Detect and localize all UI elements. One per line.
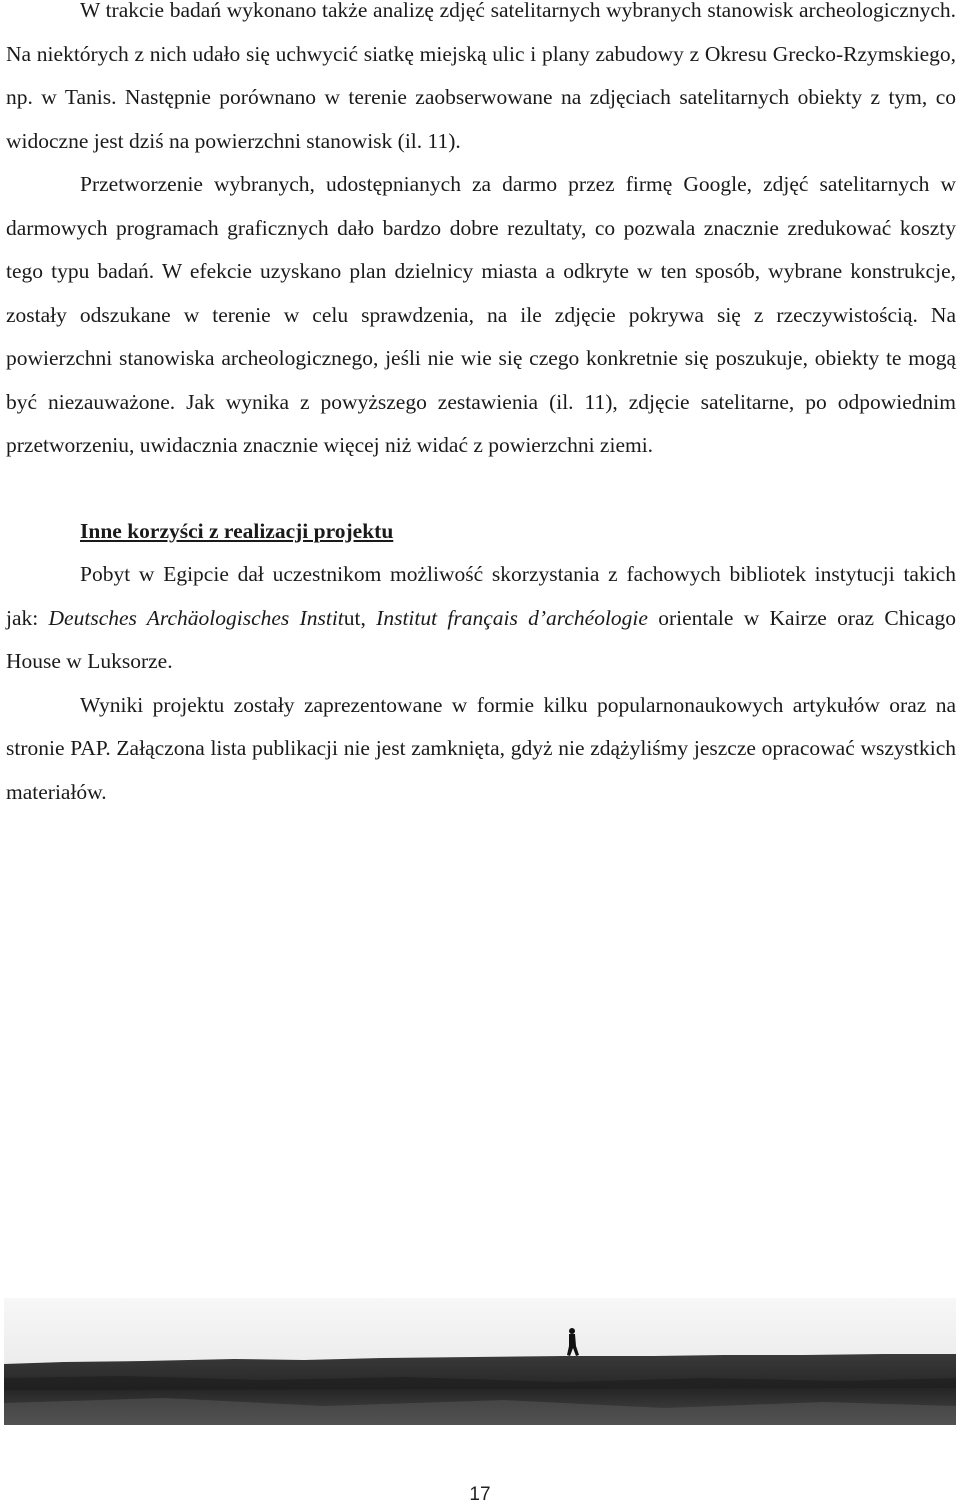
paragraph-satellite-analysis: W trakcie badań wykonano także analizę zdjęć satelitarnych wybranych stanowisk archeologicznych. Na niektórych z nich udało się uchwycić siatkę miejską ulic i plany zabudowy z Okresu Grecko-Rzymskiego, np. w Tanis. Następnie porównano w terenie zaobserwowane na zdjęciach satelitarnych obiekty z tym, co widoczne jest dziś na powierzchni stanowisk (il. 11). [6,0,956,153]
document-page [6,0,956,814]
institution-2-name: Institut français d’archéologie [376,605,648,630]
section-heading: Inne korzyści z realizacji projektu [80,518,394,543]
page-number: 17 [469,1484,491,1505]
text-after: orientale w Kairze oraz Chicago House w Luksorze. [6,605,957,673]
text-before: Pobyt w Egipcie dał uczestnikom możliwość skorzystania z fachowych bibliotek instytucji takich jak: [6,562,956,630]
institution-1-name: Deutsches Archäologisches Instit [48,605,344,630]
institution-1-rest: ut [343,605,361,630]
paragraph-institutions [6,553,956,684]
paragraph-results: Wyniki projektu zostały zaprezentowane w formie kilku popularnonaukowych artykułów oraz na stronie PAP. Załączona lista publikacji nie jest zamknięta, gdyż nie zdążyliśmy jeszcze opracować wszystkich materiałów. [6,692,956,804]
paragraph-image-processing: Przetworzenie wybranych, udostępnianych za darmo przez firmę Google, zdjęć satelitarnych w darmowych programach graficznych dało bardzo dobre rezultaty, co pozwala znacznie zredukować koszty tego typu badań. W efekcie uzyskano plan dzielnicy miasta a odkryte w ten sposób, wybrane konstrukcje, zostały odszukane w terenie w celu sprawdzenia, na ile zdjęcie pokrywa się z rzeczywistością. Na powierzchni stanowiska archeologicznego, jeśli nie wie się czego konkretnie się poszukuje, obiekty te mogą być niezauważone. Jak wynika z powyższego zestawienia (il. 11), zdjęcie satelitarne, po odpowiednim przetworzeniu, uwidacznia znacznie więcej niż widać z powierzchni ziemi. [6,172,956,457]
separator: , [360,605,377,630]
landscape-photo [4,1298,956,1425]
